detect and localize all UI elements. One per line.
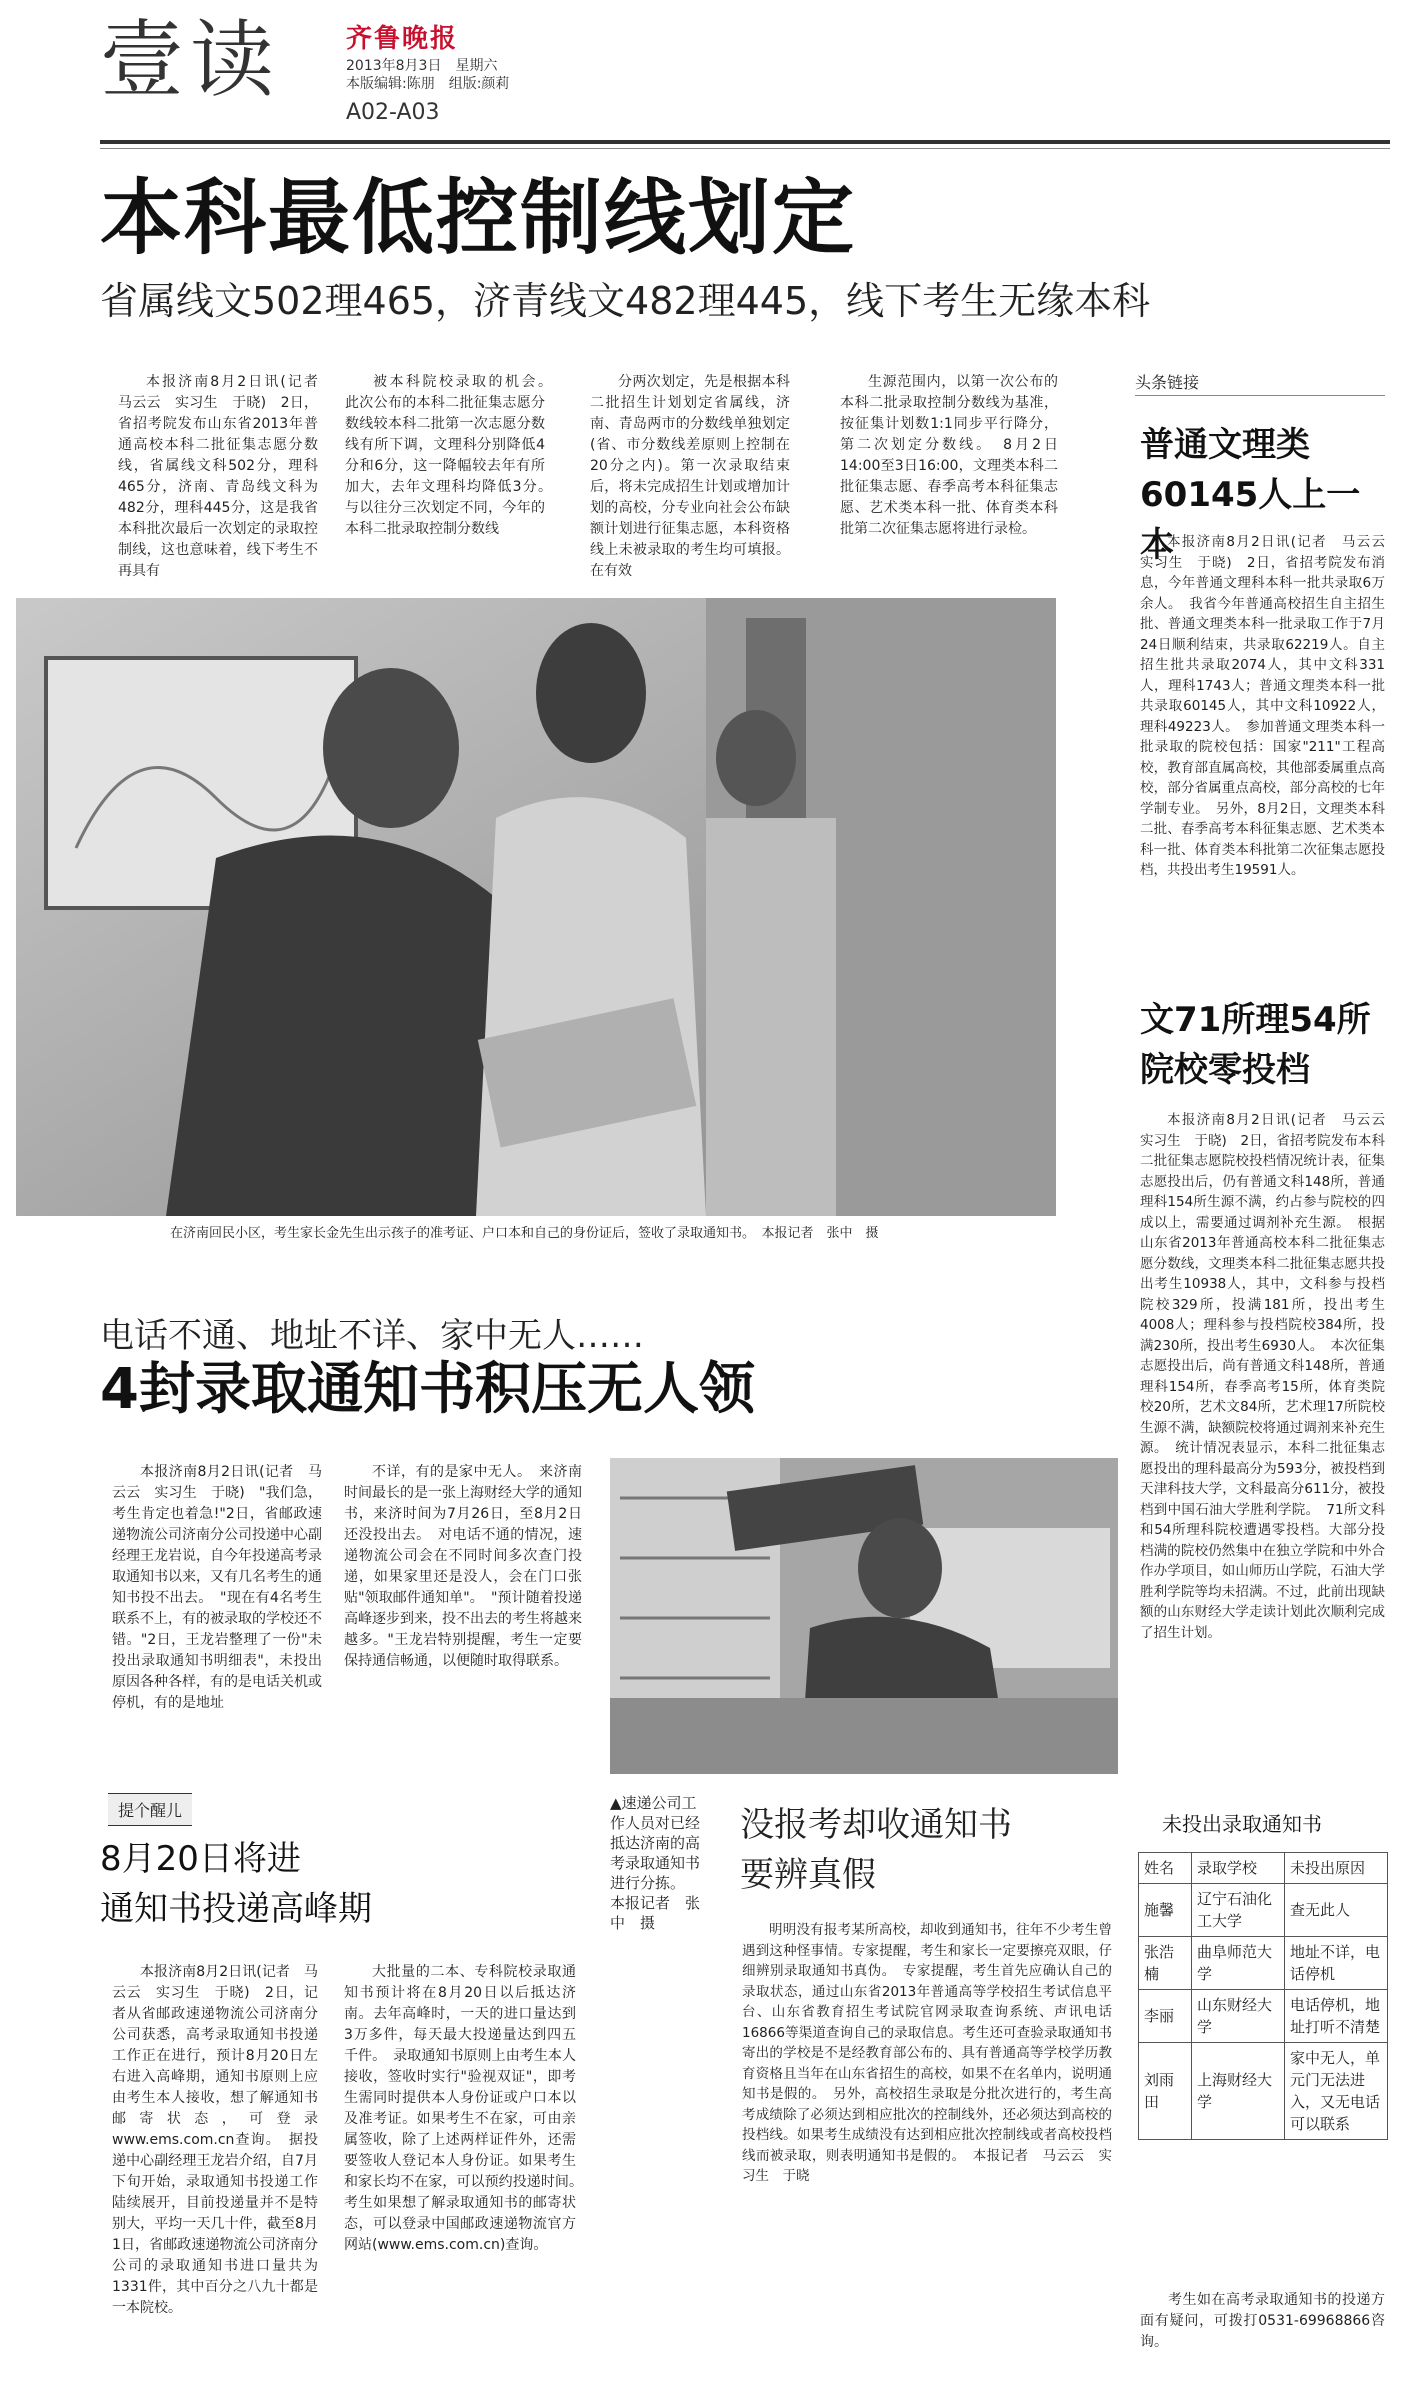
lead-col-3: 分两次划定，先是根据本科二批招生计划划定省属线，济南、青岛两市的分数线单独划定(省、市分数线差原则上控制在20分之内)。第一次录取结束后，将未完成招生计划或增加计划的高校，分专业向社会公布缺额计划进行征集志愿，本科资格线上未被录取的考生均可填报。在有效: [590, 374, 790, 579]
lead-photo: [16, 598, 1056, 1216]
table-cell-reason: 地址不详，电话停机: [1285, 1937, 1388, 1990]
story2-headline: 4封录取通知书积压无人领: [100, 1357, 755, 1422]
story2-kicker: 电话不通、地址不详、家中无人……: [100, 1316, 644, 1356]
masthead-thin-rule: [100, 148, 1390, 149]
lead-col-1: 本报济南8月2日讯(记者 马云云 实习生 于晓) 2日，省招考院发布山东省2013年普通高校本科二批征集志愿分数线，省属线文科502分，理科465分，济南、青岛线文科为482分，理科445分，这是我省本科批次最后一次划定的录取控制线，这也意味着，线下考生不再具有: [118, 374, 332, 579]
story2-photo-image: [610, 1458, 1118, 1774]
table-cell-name: 施馨: [1139, 1884, 1192, 1937]
lead-col-4: 生源范围内，以第一次公布的本科二批录取控制分数线为基准，按征集计划数1:1同步平行降分，第二次划定分数线。 8月2日14:00至3日16:00，文理类本科二批征集志愿、春季高考本科征集志愿、艺术类本科一批、体育类本科批第二次征集志愿将进行录检。: [840, 374, 1058, 537]
table-row: [1139, 2043, 1388, 2140]
editor-line: 本版编辑:陈朋 组版:颜莉: [346, 76, 510, 92]
table-cell-school: 辽宁石油化工大学: [1192, 1884, 1285, 1937]
lead-subhead: 省属线文502理465，济青线文482理445，线下考生无缘本科: [100, 279, 1151, 323]
table-row: [1139, 1937, 1388, 1990]
sidebar-story2-body: 本报济南8月2日讯(记者 马云云 实习生 于晓) 2日，省招考院发布本科二批征集志愿院校投档情况统计表，征集志愿投出后，仍有普通文科148所，普通理科154所生源不满，约占参与院校的四成以上，需要通过调剂补充生源。 根据山东省2013年普通高校本科二批征集志愿分数线，文理类本科二批征集志愿共投出考生10938人，其中，文科参与投档院校329所，投满181所，投出考生4008人；理科参与投档院校384所，投满230所，投出考生6930人。 本次征集志愿投出后，尚有普通文科148所，普通理科154所，春季高考15所，体育类院校20所，艺术文84所，艺术理17所院校生源不满，缺额院校将通过调剂来补充生源。 统计情况表显示，本科二批征集志愿投出的理科最高分为593分，被投档到天津科技大学，文科最高分611分，被投档到中国石油大学胜利学院。 71所文科和54所理科院校遭遇零投档。大部分投档满的院校仍然集中在独立学院和中外合作办学项目，如山师历山学院，石油大学胜利学院等均未招满。不过，此前出现缺额的山东财经大学走读计划此次顺利完成了招生计划。: [1140, 1112, 1399, 1641]
reminder-col-1: 本报济南8月2日讯(记者 马云云 实习生 于晓) 2日，记者从省邮政速递物流公司济南分公司获悉，高考录取通知书投递工作正在进行，预计8月20日左右进入高峰期，通知书原则上应由考生本人接收，想了解通知书邮寄状态，可登录www.ems.com.cn查询。 据投递中心副经理王龙岩介绍，自7月下旬开始，录取通知书投递工作陆续展开，目前投递量并不是特别大，平均一天几十件，截至8月1日，省邮政速递物流公司济南分公司的录取通知书进口量共为1331件，其中百分之八九十都是一本院校。: [112, 1964, 318, 2316]
warning-headline-line1: 没报考却收通知书: [740, 1805, 1012, 1845]
table-cell-name: 张浩楠: [1139, 1937, 1192, 1990]
warning-body: 明明没有报考某所高校，却收到通知书，往年不少考生曾遇到这种怪事情。专家提醒，考生和家长一定要擦亮双眼，仔细辨别录取通知书真伪。 专家提醒，考生首先应确认自己的录取状态，通过山东省2013年普通高等学校招生考试信息平台、山东省教育招生考试院官网录取查询系统、声讯电话16866等渠道查询自己的录取信息。考生还可查验录取通知书寄出的学校是不是经教育部公布的、具有普通高等学校学历教育资格且当年在山东省招生的高校，如果不在名单内，说明通知书是假的。 另外，高校招生录取是分批次进行的，考生高考成绩除了必须达到相应批次的控制线外，还必须达到高校的投档线。如果考生成绩没有达到相应批次控制线或者高校投档线而被录取，则表明通知书是假的。 本报记者 马云云 实习生 于晓: [742, 1922, 1112, 2184]
reminder-headline-line2: 通知书投递高峰期: [100, 1889, 372, 1929]
table-header-reason: 未投出原因: [1285, 1853, 1388, 1884]
warning-headline: [740, 1800, 1120, 1900]
lead-photo-caption: 在济南回民小区，考生家长金先生出示孩子的准考证、户口本和自己的身份证后，签收了录取通知书。 本报记者 张中 摄: [170, 1226, 879, 1241]
table-footer: 考生如在高考录取通知书的投递方面有疑问，可拨打0531-69968866咨询。: [1140, 2292, 1385, 2350]
undelivered-table: [1138, 1852, 1388, 2140]
story2-col-1: 本报济南8月2日讯(记者 马云云 实习生 于晓) "我们急，考生肯定也着急!"2日，省邮政速递物流公司济南分公司投递中心副经理王龙岩说，自今年投递高考录取通知书以来，又有几名考生的通知书投不出去。 "现在有4名考生联系不上，有的被录取的学校还不错。"2日，王龙岩整理了一份"未投出录取通知书明细表"，未投出原因各种各样，有的是电话关机或停机，有的是地址: [112, 1464, 322, 1711]
lead-col-2: 被本科院校录取的机会。 此次公布的本科二批征集志愿分数线较本科二批第一次志愿分数线有所下调，文理科分别降低4分和6分，这一降幅较去年有所加大，去年文理科均降低3分。 与以往分三次划定不同，今年的本科二批录取控制分数线: [345, 374, 559, 537]
date-line: 2013年8月3日 星期六: [346, 58, 498, 74]
table-cell-reason: 电话停机，地址打听不清楚: [1285, 1990, 1388, 2043]
story2-photo: [610, 1458, 1118, 1774]
table-header-school: 录取学校: [1192, 1853, 1285, 1884]
table-header-row: [1139, 1853, 1388, 1884]
sidebar-story1-headline-line2: 60145人上一本: [1140, 475, 1361, 565]
lead-photo-image: [16, 598, 1056, 1216]
sidebar-story1-headline-line1: 普通文理类: [1140, 425, 1310, 465]
reminder-tag: 提个醒儿: [108, 1793, 192, 1826]
newspaper-brand: 齐鲁晚报: [346, 24, 459, 54]
table-cell-name: 李丽: [1139, 1990, 1192, 2043]
table-title: 未投出录取通知书: [1162, 1812, 1322, 1836]
table-cell-reason: 家中无人，单元门无法进入，又无电话可以联系: [1285, 2043, 1388, 2140]
sidebar-story2-headline-line2: 院校零投档: [1140, 1050, 1310, 1090]
section-title: 壹读: [100, 11, 281, 109]
reminder-col-2: 大批量的二本、专科院校录取通知书预计将在8月20日以后抵达济南。去年高峰时，一天的进口量达到3万多件，每天最大投递量达到四五千件。 录取通知书原则上由考生本人接收，签收时实行"验视双证"，即考生需同时提供本人身份证或户口本以及准考证。如果考生不在家，可由亲属签收，除了上述两样证件外，还需要签收人登记本人身份证。如果考生和家长均不在家，可以预约投递时间。 考生如果想了解录取通知书的邮寄状态，可以登录中国邮政速递物流官方网站(www.ems.com.cn)查询。: [344, 1964, 590, 2253]
table-cell-reason: 查无此人: [1285, 1884, 1388, 1937]
page-range: A02-A03: [346, 100, 440, 125]
sidebar-story1-body: 本报济南8月2日讯(记者 马云云 实习生 于晓) 2日，省招考院发布消息，今年普通文理科本科一批共录取6万余人。 我省今年普通高校招生自主招生批、普通文理类本科一批录取工作于7月24日顺利结束，共录取62219人。自主招生批共录取2074人，其中文科331人，理科1743人；普通文理类本科一批共录取60145人，其中文科10922人，理科49223人。 参加普通文理类本科一批录取的院校包括：国家"211"工程高校，教育部直属高校，其他部委属重点高校，部分省属重点高校，部分高校的七年学制专业。 另外，8月2日，文理类本科二批、春季高考本科征集志愿、艺术类本科一批、体育类本科批第二次征集志愿投档，共投出考生19591人。: [1140, 534, 1399, 878]
sidebar-story2-headline: [1140, 995, 1390, 1095]
story2-photo-caption: ▲速递公司工作人员对已经抵达济南的高考录取通知书进行分拣。 本报记者 张中 摄: [610, 1794, 701, 1932]
table-row: [1139, 1884, 1388, 1937]
masthead-rule: [100, 140, 1390, 144]
lead-headline: 本科最低控制线划定: [100, 171, 857, 266]
sidebar-tag-rule: [1135, 395, 1385, 396]
table-cell-school: 上海财经大学: [1192, 2043, 1285, 2140]
reminder-headline-line1: 8月20日将进: [100, 1839, 301, 1879]
warning-headline-line2: 要辨真假: [740, 1855, 876, 1895]
table-cell-school: 曲阜师范大学: [1192, 1937, 1285, 1990]
table-header-name: 姓名: [1139, 1853, 1192, 1884]
reminder-headline: [100, 1834, 460, 1934]
sidebar-story2-headline-line1: 文71所理54所: [1140, 1000, 1371, 1040]
table-row: [1139, 1990, 1388, 2043]
table-cell-school: 山东财经大学: [1192, 1990, 1285, 2043]
story2-col-2: 不详，有的是家中无人。 来济南时间最长的是一张上海财经大学的通知书，来济时间为7月26日，至8月2日还没投出去。 对电话不通的情况，速递物流公司会在不同时间多次查门投递，如果家里还是没人，会在门口张贴"领取邮件通知单"。 "预计随着投递高峰逐步到来，投不出去的考生将越来越多。"王龙岩特别提醒，考生一定要保持通信畅通，以便随时取得联系。: [344, 1464, 582, 1669]
sidebar-tag: 头条链接: [1135, 373, 1200, 392]
table-cell-name: 刘雨田: [1139, 2043, 1192, 2140]
